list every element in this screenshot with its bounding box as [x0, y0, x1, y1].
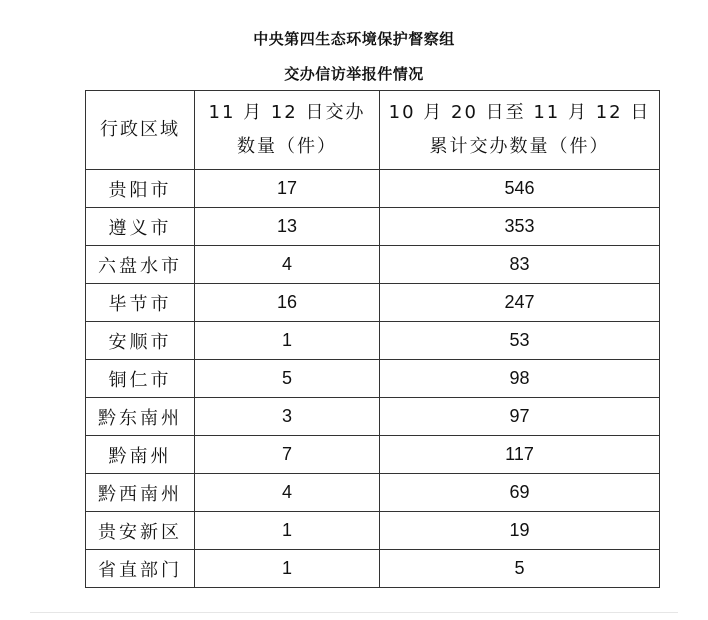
header-region: [86, 91, 195, 170]
cumulative-count-cell: 117: [380, 436, 660, 474]
region-cell: 贵阳市: [86, 170, 195, 208]
cumulative-count-cell: 353: [380, 208, 660, 246]
cumulative-count-cell: 97: [380, 398, 660, 436]
table-header-row: [86, 91, 660, 170]
table-row: [86, 246, 660, 284]
table-row: [86, 360, 660, 398]
header-daily-line1: 11 月 12 日交办: [208, 102, 366, 123]
header-daily-line2: 数量（件）: [237, 136, 337, 157]
cumulative-count-cell: 5: [380, 550, 660, 588]
region-cell: 黔南州: [86, 436, 195, 474]
document-title: 中央第四生态环境保护督察组: [253, 30, 455, 48]
table-row: [86, 170, 660, 208]
region-cell: 黔西南州: [86, 474, 195, 512]
header-daily-count: [195, 91, 380, 170]
daily-count-cell: 5: [195, 360, 380, 398]
table-row: [86, 322, 660, 360]
daily-count-cell: 13: [195, 208, 380, 246]
daily-count-cell: 16: [195, 284, 380, 322]
table-row: [86, 284, 660, 322]
region-cell: 遵义市: [86, 208, 195, 246]
daily-count-cell: 1: [195, 550, 380, 588]
header-region-label: 行政区域: [100, 119, 180, 140]
table-row: [86, 436, 660, 474]
cumulative-count-cell: 83: [380, 246, 660, 284]
cumulative-count-cell: 19: [380, 512, 660, 550]
daily-count-cell: 3: [195, 398, 380, 436]
cumulative-count-cell: 53: [380, 322, 660, 360]
region-cell: 贵安新区: [86, 512, 195, 550]
region-cell: 黔东南州: [86, 398, 195, 436]
document-subtitle: 交办信访举报件情况: [284, 65, 424, 83]
region-cell: 铜仁市: [86, 360, 195, 398]
region-cell: 省直部门: [86, 550, 195, 588]
region-cell: 六盘水市: [86, 246, 195, 284]
daily-count-cell: 4: [195, 474, 380, 512]
table-row: [86, 512, 660, 550]
cumulative-count-cell: 69: [380, 474, 660, 512]
region-cell: 毕节市: [86, 284, 195, 322]
table-row: [86, 208, 660, 246]
table-row: [86, 550, 660, 588]
table-row: [86, 474, 660, 512]
header-cumulative-line1: 10 月 20 日至 11 月 12 日: [388, 102, 651, 123]
complaints-table: [85, 90, 660, 588]
daily-count-cell: 17: [195, 170, 380, 208]
cumulative-count-cell: 247: [380, 284, 660, 322]
header-cumulative-count: [380, 91, 660, 170]
daily-count-cell: 1: [195, 512, 380, 550]
cumulative-count-cell: 98: [380, 360, 660, 398]
header-cumulative-line2: 累计交办数量（件）: [429, 136, 610, 157]
cumulative-count-cell: 546: [380, 170, 660, 208]
table-row: [86, 398, 660, 436]
daily-count-cell: 4: [195, 246, 380, 284]
bottom-divider: [30, 612, 678, 613]
daily-count-cell: 1: [195, 322, 380, 360]
daily-count-cell: 7: [195, 436, 380, 474]
region-cell: 安顺市: [86, 322, 195, 360]
